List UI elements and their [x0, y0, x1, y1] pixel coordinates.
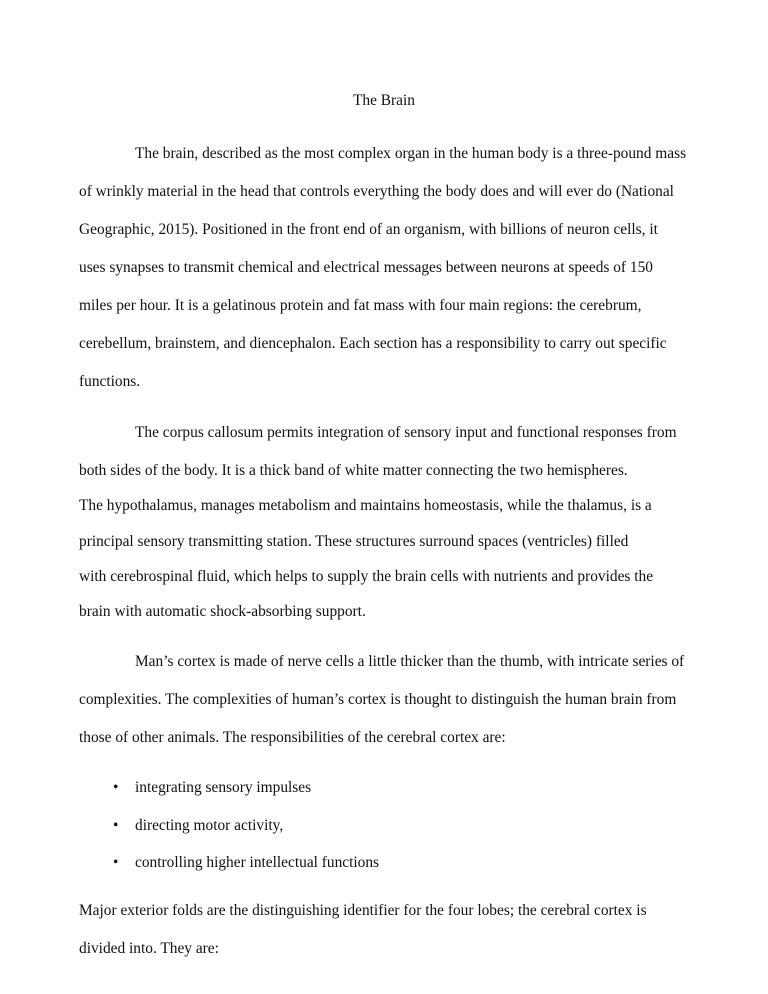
list-item-text: directing motor activity,	[135, 817, 284, 834]
paragraph-3-line-1: Man’s cortex is made of nerve cells a little thicker than the thumb, with intricate series of	[135, 653, 685, 670]
paragraph-1-line-5: miles per hour. It is a gelatinous protein and fat mass with four main regions: the cerebrum,	[79, 297, 642, 314]
paragraph-2-line-6: brain with automatic shock-absorbing support.	[79, 603, 366, 620]
bullet-icon: •	[113, 779, 119, 796]
paragraph-1-line-4: uses synapses to transmit chemical and electrical messages between neurons at speeds of 150	[79, 259, 653, 276]
bullet-icon: •	[113, 817, 119, 834]
document-title: The Brain	[353, 92, 415, 109]
paragraph-4-line-2: divided into. They are:	[79, 940, 219, 957]
list-item	[113, 816, 283, 836]
bullet-icon: •	[113, 854, 119, 871]
paragraph-4-line-1: Major exterior folds are the distinguishing identifier for the four lobes; the cerebral cortex is	[79, 902, 647, 919]
paragraph-1-line-7: functions.	[79, 373, 141, 390]
paragraph-2-line-2: both sides of the body. It is a thick band of white matter connecting the two hemispheres.	[79, 462, 628, 479]
paragraph-2-line-3: The hypothalamus, manages metabolism and maintains homeostasis, while the thalamus, is a	[79, 497, 652, 514]
list-item-text: controlling higher intellectual functions	[135, 854, 380, 871]
paragraph-1-line-6: cerebellum, brainstem, and diencephalon. Each section has a responsibility to carry out specific	[79, 335, 667, 352]
list-item	[113, 853, 379, 873]
paragraph-1-line-2: of wrinkly material in the head that controls everything the body does and will ever do (National	[79, 183, 674, 200]
paragraph-1-line-1: The brain, described as the most complex organ in the human body is a three-pound mass	[135, 145, 687, 162]
list-item	[113, 778, 311, 798]
paragraph-2-line-4: principal sensory transmitting station. These structures surround spaces (ventricles) filled	[79, 533, 629, 550]
paragraph-1-line-3: Geographic, 2015). Positioned in the front end of an organism, with billions of neuron cells, it	[79, 221, 658, 238]
paragraph-2-line-5: with cerebrospinal fluid, which helps to supply the brain cells with nutrients and provides the	[79, 568, 654, 585]
paragraph-2-line-1: The corpus callosum permits integration of sensory input and functional responses from	[135, 424, 677, 441]
list-item-text: integrating sensory impulses	[135, 779, 312, 796]
paragraph-3-line-3: those of other animals. The responsibilities of the cerebral cortex are:	[79, 729, 506, 746]
paragraph-3-line-2: complexities. The complexities of human’s cortex is thought to distinguish the human brain from	[79, 691, 677, 708]
